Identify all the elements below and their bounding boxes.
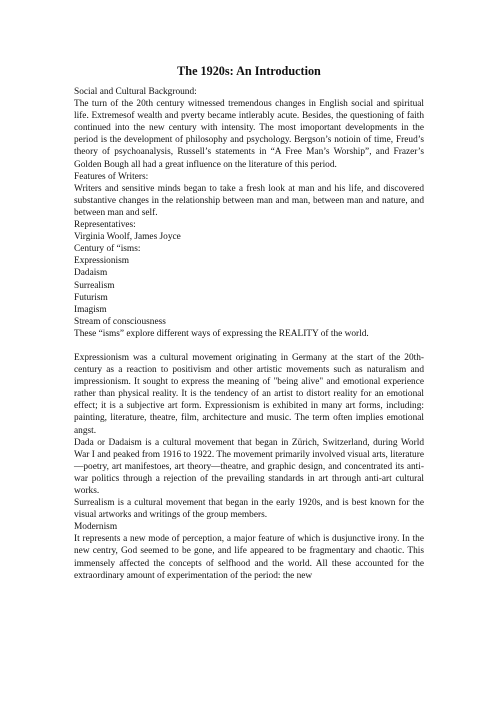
- surrealism-paragraph: Surrealism is a cultural movement that began in the early 1920s, and is best known for the visual artworks and writings of the group members.: [74, 498, 424, 521]
- modernism-paragraph: It represents a new mode of perception, a major feature of which is dusjunctive irony. In the new centry, God seemed to be gone, and life appeared to be fragmentary and chaotic. This immensely affected the concepts of selfhood and the world. All these accounted for the extraordinary amount of experimentation of the period: the new: [74, 534, 424, 581]
- ism-item: Stream of consciousness: [74, 316, 166, 327]
- ism-item: Dadaism: [74, 268, 108, 279]
- representatives-list: Virginia Woolf, James Joyce: [74, 232, 181, 243]
- isms-summary: These “isms” explore different ways of expressing the REALITY of the world.: [74, 328, 369, 339]
- representatives-heading: Representatives:: [74, 220, 136, 231]
- ism-item: Surrealism: [74, 280, 115, 291]
- features-heading: Features of Writers:: [74, 171, 149, 182]
- dada-paragraph: Dada or Dadaism is a cultural movement that began in Zürich, Switzerland, during World War I and peaked from 1916 to 1922. The movement primarily involved visual arts, literature—poetry, art manifestoes, art theory—theatre, and graphic design, and concentrated its anti-war politics through a rejection of the prevailing standards in art through anti-art cultural works.: [74, 437, 424, 496]
- ism-item: Futurism: [74, 292, 108, 303]
- document-page: [74, 64, 424, 582]
- ism-item: Expressionism: [74, 256, 130, 267]
- ism-item: Imagism: [74, 304, 107, 315]
- social-paragraph: The turn of the 20th century witnessed tremendous changes in English social and spiritual life. Extremesof wealth and pverty became intlerably acute. Besides, the questioning of faith continued into the new century with intensity. The most imoportant developments in the period is the development of philosophy and psychology. Bergson’s notioin of time, Freud’s theory of psychoanalysis, Russell’s statements in “A Free Man’s Worship”, and Frazer’s Golden Bough all had a great influence on the literature of this period.: [74, 99, 424, 170]
- expressionism-paragraph: Expressionism was a cultural movement originating in Germany at the start of the 20th-century as a reaction to positivism and other artistic movements such as naturalism and impressionism. It sought to express the meaning of "being alive" and emotional experience rather than physical reality. It is the tendency of an artist to distort reality for an emotional effect; it is a subjective art form. Expressionism is exhibited in many art forms, including: painting, literature, theatre, film, architecture and music. The term often implies emotional angst.: [74, 352, 424, 436]
- modernism-heading: Modernism: [74, 522, 118, 533]
- social-heading: Social and Cultural Background:: [74, 87, 197, 97]
- document-title: The 1920s: An Introduction: [177, 64, 321, 78]
- paragraph-gap: [74, 340, 424, 352]
- isms-heading: Century of “isms:: [74, 244, 141, 255]
- features-paragraph: Writers and sensitive minds began to take a fresh look at man and his life, and discovered substantive changes in the relationship between man and man, between man and nature, and between man and self.: [74, 183, 424, 218]
